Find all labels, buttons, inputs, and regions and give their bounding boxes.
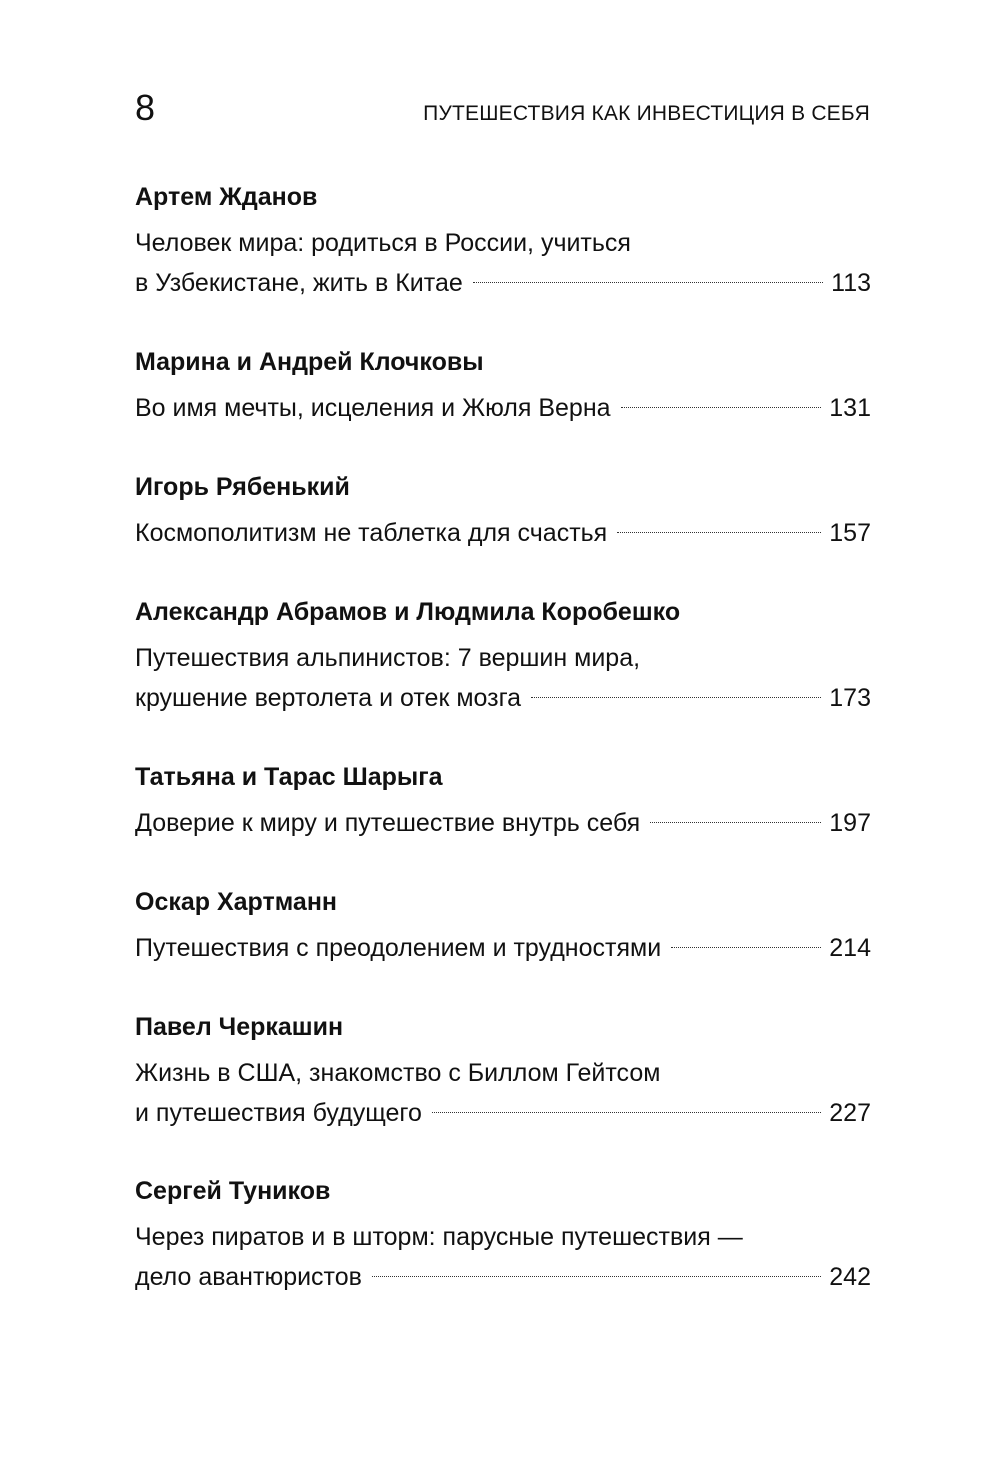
toc-title-line: крушение вертолета и отек мозга [135,684,522,712]
toc-title-line: в Узбекистане, жить в Китае [135,269,463,297]
toc-page-number: 197 [829,809,871,837]
toc-author: Игорь Рябенький [135,473,350,501]
toc-title-line: Человек мира: родиться в России, учиться [135,229,631,257]
toc-title-line: Путешествия альпинистов: 7 вершин мира, [135,644,641,672]
dot-leader [621,406,822,408]
toc-title-last-line [135,388,871,428]
toc-entry [135,468,871,553]
dot-leader [372,1275,821,1277]
toc-entry [135,1008,871,1133]
toc-title-line: Через пиратов и в шторм: парусные путешествия — [135,1223,743,1251]
toc-title-line: Жизнь в США, знакомство с Биллом Гейтсом [135,1059,661,1087]
toc-title [135,388,871,428]
toc-title [135,1217,871,1297]
toc-author: Павел Черкашин [135,1013,344,1041]
toc-title-line: Во имя мечты, исцеления и Жюля Верна [135,394,611,422]
dot-leader [531,696,821,698]
toc-entry [135,758,871,843]
toc-title [135,638,871,718]
dot-leader [650,821,821,823]
toc-title-last-line [135,928,871,968]
toc-title [135,513,871,553]
toc-page-number: 227 [829,1099,871,1127]
toc-title [135,803,871,843]
toc-title [135,1053,871,1133]
toc-title-last-line [135,1093,871,1133]
toc-author: Оскар Хартманн [135,888,338,916]
toc-page-number: 131 [829,394,871,422]
toc-page-number: 173 [829,684,871,712]
running-head: ПУТЕШЕСТВИЯ КАК ИНВЕСТИЦИЯ В СЕБЯ [423,102,870,125]
toc-title-last-line [135,513,871,553]
dot-leader [671,946,821,948]
toc-title-last-line [135,803,871,843]
toc-page-number: 157 [829,519,871,547]
toc-title-line: Космополитизм не таблетка для счастья [135,519,608,547]
toc-page-number: 242 [829,1263,871,1291]
toc-entry [135,343,871,428]
toc-title [135,928,871,968]
toc-title-last-line [135,678,871,718]
toc-entry [135,1172,871,1297]
toc-author: Татьяна и Тарас Шарыга [135,763,443,791]
toc-page-number: 214 [829,934,871,962]
toc-title-line: Доверие к миру и путешествие внутрь себя [135,809,641,837]
dot-leader [473,281,823,283]
toc-entry [135,593,871,718]
toc-title-line: и путешествия будущего [135,1099,422,1127]
toc-author: Сергей Туников [135,1177,331,1205]
toc-entry [135,178,871,303]
dot-leader [617,531,821,533]
toc-title-last-line [135,1257,871,1297]
toc-title-line: дело авантюристов [135,1263,362,1291]
toc-author: Александр Абрамов и Людмила Коробешко [135,598,681,626]
toc-title-last-line [135,263,871,303]
toc-page-number: 113 [831,269,871,297]
toc-author: Артем Жданов [135,183,318,211]
toc-entry [135,883,871,968]
page-number: 8 [135,87,156,128]
toc-author: Марина и Андрей Клочковы [135,348,484,376]
toc-title-line: Путешествия с преодолением и трудностями [135,934,662,962]
dot-leader [432,1111,821,1113]
toc-title [135,223,871,303]
